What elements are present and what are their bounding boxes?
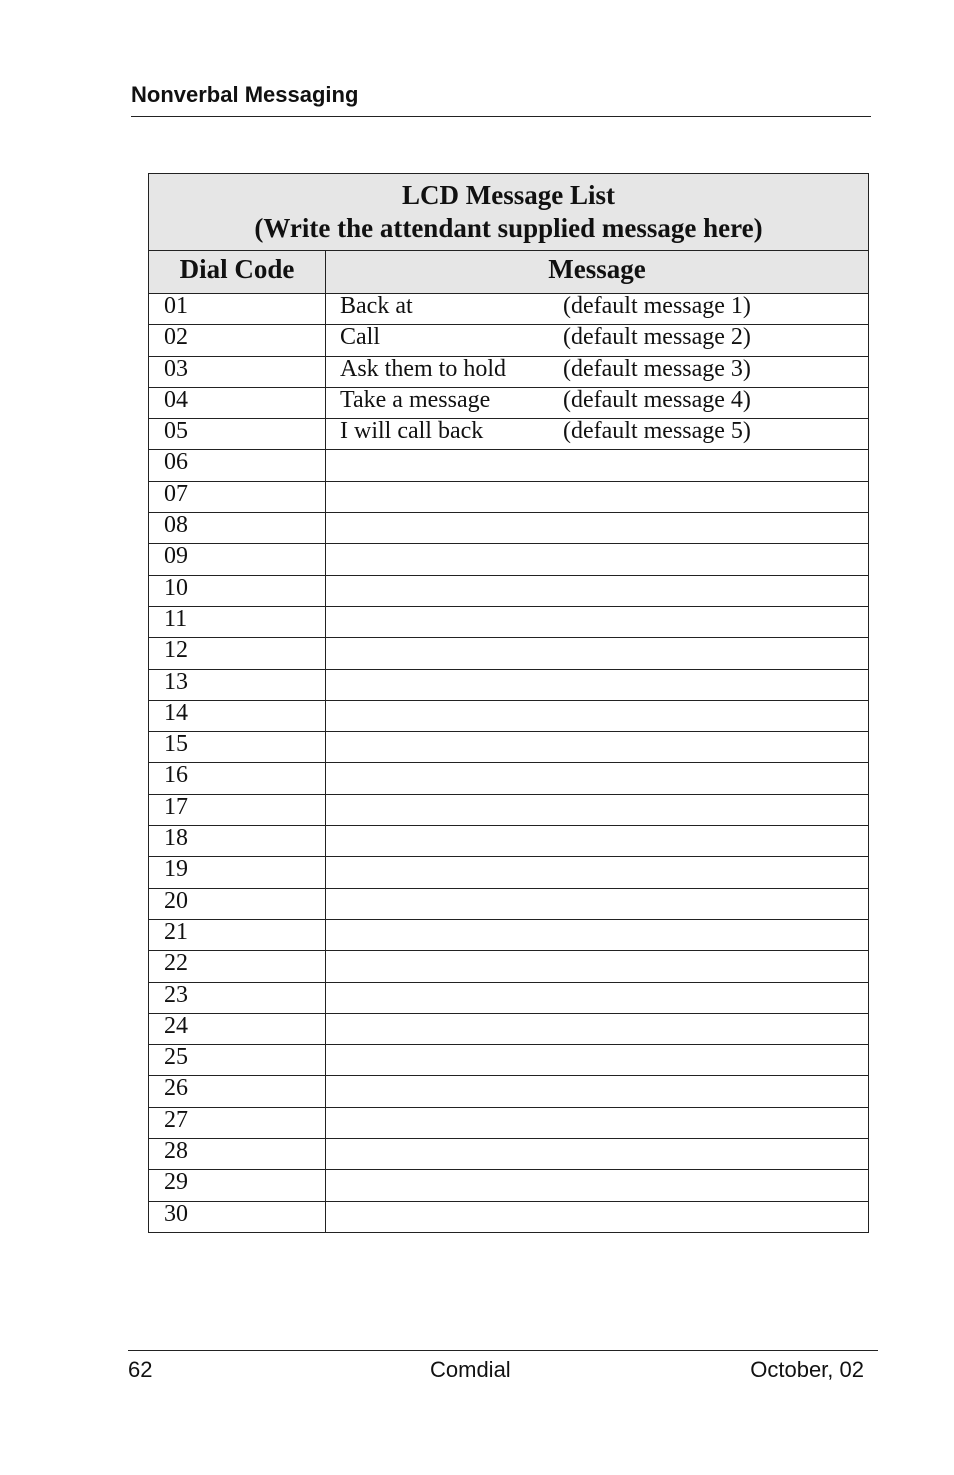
dial-code-cell: 17 [149, 794, 326, 825]
table-row [149, 1201, 869, 1232]
dial-code-cell: 20 [149, 888, 326, 919]
message-cell [326, 1076, 869, 1107]
message-cell [326, 919, 869, 950]
table-row [149, 1045, 869, 1076]
dial-code-cell: 04 [149, 387, 326, 418]
dial-code-cell: 26 [149, 1076, 326, 1107]
message-cell [326, 513, 869, 544]
message-cell [326, 325, 869, 356]
table-row [149, 826, 869, 857]
message-cell [326, 826, 869, 857]
running-header [131, 80, 871, 117]
message-cell [326, 638, 869, 669]
default-message-note: (default message 5) [563, 418, 751, 445]
dial-code-cell: 05 [149, 419, 326, 450]
dial-code-cell: 01 [149, 294, 326, 325]
message-cell [326, 982, 869, 1013]
table-row [149, 1076, 869, 1107]
page-number: 62 [128, 1357, 153, 1382]
table-row [149, 450, 869, 481]
company-name: Comdial [430, 1357, 511, 1382]
message-text: Back at [340, 293, 413, 319]
message-cell [326, 544, 869, 575]
table-row [149, 1013, 869, 1044]
dial-code-cell: 12 [149, 638, 326, 669]
table-row [149, 419, 869, 450]
message-cell [326, 1139, 869, 1170]
dial-code-cell: 27 [149, 1107, 326, 1138]
table-row [149, 700, 869, 731]
message-cell [326, 857, 869, 888]
message-cell [326, 888, 869, 919]
message-text: I will call back [340, 418, 484, 445]
message-cell [326, 606, 869, 637]
message-cell [326, 732, 869, 763]
dial-code-cell: 16 [149, 763, 326, 794]
dial-code-cell: 15 [149, 732, 326, 763]
table-row [149, 325, 869, 356]
table-row [149, 919, 869, 950]
table-row [149, 387, 869, 418]
dial-code-cell: 03 [149, 356, 326, 387]
message-cell [326, 794, 869, 825]
table-row [149, 888, 869, 919]
table-row [149, 638, 869, 669]
message-text: Call [340, 324, 380, 351]
page-footer [128, 1350, 878, 1382]
table-row [149, 575, 869, 606]
table-body [149, 294, 869, 1233]
lcd-message-table [148, 173, 869, 1233]
message-cell [326, 1045, 869, 1076]
table-row [149, 1170, 869, 1201]
message-cell [326, 419, 869, 450]
dial-code-cell: 13 [149, 669, 326, 700]
dial-code-cell: 22 [149, 951, 326, 982]
message-cell [326, 481, 869, 512]
table-row [149, 294, 869, 325]
dial-code-cell: 30 [149, 1201, 326, 1232]
dial-code-cell: 29 [149, 1170, 326, 1201]
message-cell [326, 387, 869, 418]
table-title-line1: LCD Message List [402, 180, 615, 210]
message-cell [326, 450, 869, 481]
dial-code-cell: 02 [149, 325, 326, 356]
dial-code-cell: 09 [149, 544, 326, 575]
message-cell [326, 575, 869, 606]
message-cell [326, 356, 869, 387]
table-row [149, 669, 869, 700]
dial-code-cell: 06 [149, 450, 326, 481]
message-cell [326, 763, 869, 794]
table-row [149, 481, 869, 512]
dial-code-cell: 24 [149, 1013, 326, 1044]
section-title: Nonverbal Messaging [131, 82, 359, 107]
dial-code-cell: 14 [149, 700, 326, 731]
default-message-note: (default message 2) [563, 324, 751, 351]
dial-code-cell: 25 [149, 1045, 326, 1076]
message-cell [326, 700, 869, 731]
table-row [149, 544, 869, 575]
column-header-message: Message [326, 251, 869, 294]
dial-code-cell: 10 [149, 575, 326, 606]
message-text: Ask them to hold [340, 355, 506, 382]
message-cell [326, 1013, 869, 1044]
table-row [149, 794, 869, 825]
table-row [149, 356, 869, 387]
message-cell [326, 1107, 869, 1138]
dial-code-cell: 23 [149, 982, 326, 1013]
dial-code-cell: 28 [149, 1139, 326, 1170]
dial-code-cell: 08 [149, 513, 326, 544]
message-cell [326, 294, 869, 325]
dial-code-cell: 07 [149, 481, 326, 512]
message-cell [326, 1201, 869, 1232]
default-message-note: (default message 3) [563, 355, 751, 382]
dial-code-cell: 11 [149, 606, 326, 637]
table-row [149, 606, 869, 637]
table-title [149, 174, 869, 251]
default-message-note: (default message 4) [563, 386, 751, 413]
column-header-dial-code: Dial Code [149, 251, 326, 294]
table-row [149, 763, 869, 794]
default-message-note: (default message 1) [563, 293, 751, 319]
message-text: Take a message [340, 386, 491, 413]
message-cell [326, 1170, 869, 1201]
dial-code-cell: 21 [149, 919, 326, 950]
publication-date: October, 02 [750, 1357, 864, 1382]
table-row [149, 1107, 869, 1138]
table-row [149, 951, 869, 982]
table-row [149, 732, 869, 763]
table-title-line2: (Write the attendant supplied message here) [254, 213, 763, 243]
message-cell [326, 669, 869, 700]
dial-code-cell: 19 [149, 857, 326, 888]
table-row [149, 1139, 869, 1170]
table-row [149, 513, 869, 544]
table-row [149, 857, 869, 888]
dial-code-cell: 18 [149, 826, 326, 857]
table-row [149, 982, 869, 1013]
message-cell [326, 951, 869, 982]
